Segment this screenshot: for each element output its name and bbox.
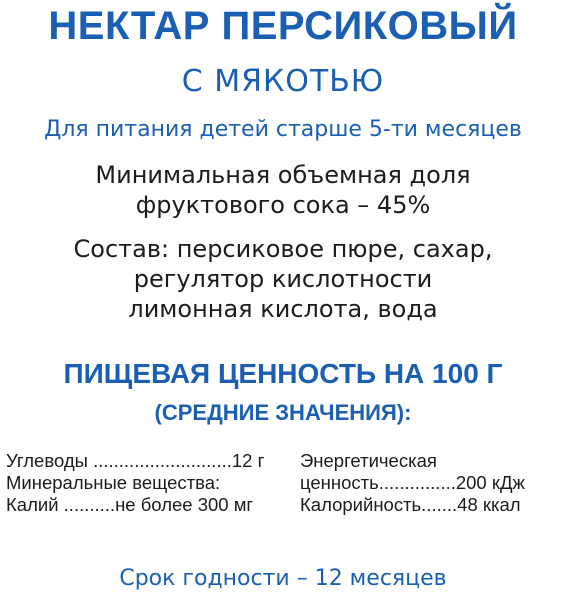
nutrition-calories: Калорийность.......48 ккал	[300, 494, 521, 515]
juice-share-line-2: фруктового сока – 45%	[135, 191, 431, 219]
nutrition-subtitle: (СРЕДНИЕ ЗНАЧЕНИЯ):	[154, 400, 412, 425]
nutrition-potassium: Калий ..........не более 300 мг	[6, 494, 254, 515]
composition-line-3: лимонная кислота, вода	[128, 295, 438, 323]
composition-line-2: регулятор кислотности	[133, 265, 433, 293]
nutrition-carbs: Углеводы ...........................12 г	[6, 450, 265, 471]
nutrition-title: ПИЩЕВАЯ ЦЕННОСТЬ НА 100 Г	[63, 358, 503, 389]
nutrition-left-column	[6, 450, 264, 516]
product-subtitle: С МЯКОТЬЮ	[181, 64, 385, 99]
composition-line-1: Состав: персиковое пюре, сахар,	[73, 235, 493, 263]
nutrition-energy-label: Энергетическая	[300, 450, 437, 471]
nutrition-right-column	[300, 450, 525, 516]
shelf-life: Срок годности – 12 месяцев	[119, 566, 447, 591]
juice-share-text	[0, 160, 566, 220]
product-title: НЕКТАР ПЕРСИКОВЫЙ	[48, 4, 518, 48]
age-note: Для питания детей старше 5-ти месяцев	[44, 117, 522, 142]
composition-text	[0, 234, 566, 324]
nutrition-minerals: Минеральные вещества:	[6, 472, 221, 493]
nutrition-energy-value: ценность...............200 кДж	[300, 472, 525, 493]
juice-share-line-1: Минимальная объемная доля	[95, 161, 471, 189]
